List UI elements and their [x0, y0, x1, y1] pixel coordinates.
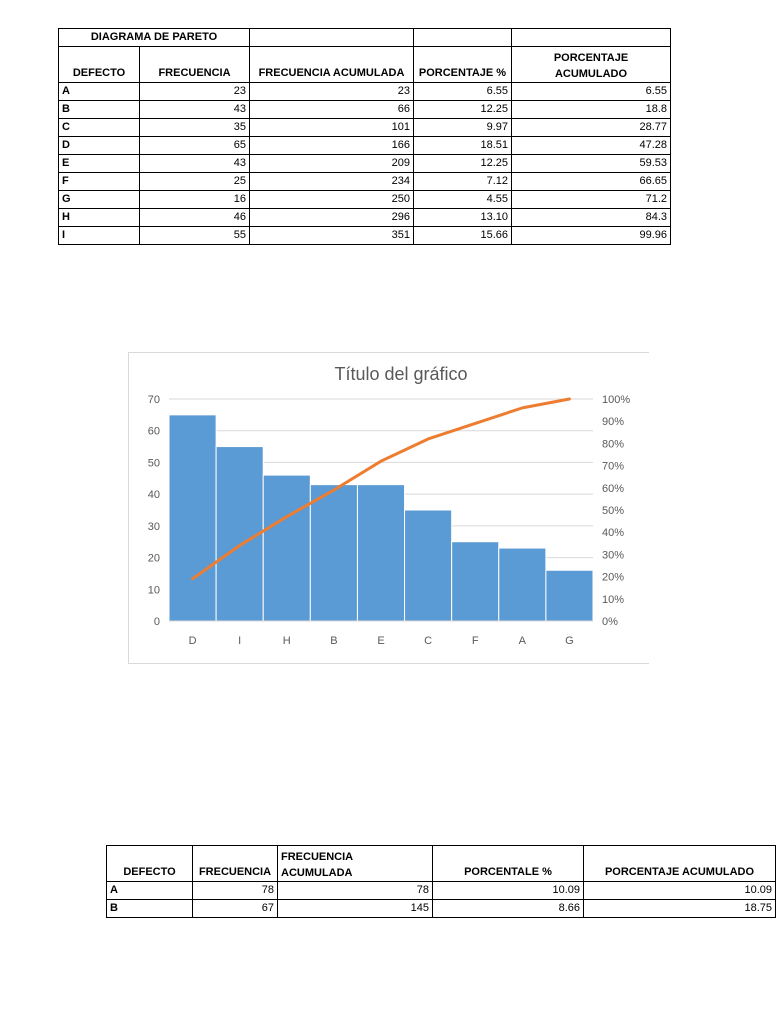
y2-tick-label: 40% [602, 527, 625, 540]
table-row [59, 191, 671, 209]
table-cell[interactable] [250, 29, 414, 47]
table-cell[interactable]: 13.10 [414, 209, 512, 227]
table-cell[interactable]: 65 [140, 137, 250, 155]
y2-tick-label: 70% [602, 460, 625, 473]
bar-C [405, 510, 452, 621]
table-row [59, 209, 671, 227]
table-cell[interactable]: 66 [250, 101, 414, 119]
table-row [59, 173, 671, 191]
bar-E [357, 485, 404, 621]
table-cell[interactable]: 59.53 [512, 155, 671, 173]
table-cell[interactable]: 43 [140, 101, 250, 119]
table-cell[interactable]: 166 [250, 137, 414, 155]
header-porcentaje-acumulado[interactable]: PORCENTAJE ACUMULADO [584, 846, 776, 882]
table-cell[interactable]: 18.8 [512, 101, 671, 119]
header-porcentaje[interactable]: PORCENTAJE % [414, 47, 512, 83]
table-cell[interactable]: 67 [193, 900, 278, 918]
table-cell[interactable]: 43 [140, 155, 250, 173]
chart-svg [129, 353, 649, 663]
bar-F [452, 542, 499, 621]
second-table [106, 845, 776, 918]
y2-tick-label: 60% [602, 482, 625, 495]
y2-tick-label: 50% [602, 505, 625, 517]
bar-G [546, 570, 593, 621]
table-title[interactable]: DIAGRAMA DE PARETO [59, 29, 250, 47]
table-header-row [59, 47, 671, 83]
table-cell[interactable]: 16 [140, 191, 250, 209]
y-tick-label: 0 [153, 616, 160, 628]
defect-label-cell[interactable]: E [59, 155, 140, 173]
x-tick-label: B [330, 635, 338, 647]
table-cell[interactable]: 18.75 [584, 900, 776, 918]
y2-tick-label: 90% [602, 416, 625, 429]
table-row [107, 900, 776, 918]
chart-title: Título del gráfico [334, 364, 468, 384]
defect-label-cell[interactable]: G [59, 191, 140, 209]
y-tick-label: 10 [147, 584, 160, 597]
header-frecuencia-acumulada[interactable]: FRECUENCIA ACUMULADA [250, 47, 414, 83]
table-cell[interactable]: 84.3 [512, 209, 671, 227]
y2-tick-label: 20% [602, 571, 625, 584]
x-tick-label: A [518, 635, 527, 647]
y2-tick-label: 10% [602, 593, 625, 606]
y2-tick-label: 100% [602, 394, 631, 406]
header-defecto[interactable]: DEFECTO [107, 846, 193, 882]
table-cell[interactable]: 15.66 [414, 227, 512, 245]
table-cell[interactable] [512, 29, 671, 47]
bar-D [169, 415, 216, 621]
x-tick-label: C [424, 635, 433, 647]
table-row [59, 137, 671, 155]
y-tick-label: 70 [147, 394, 160, 406]
x-tick-label: G [565, 635, 574, 647]
table-cell[interactable]: 78 [193, 882, 278, 900]
table-cell[interactable]: 9.97 [414, 119, 512, 137]
table-cell[interactable]: 209 [250, 155, 414, 173]
x-tick-label: I [238, 635, 242, 647]
header-defecto[interactable]: DEFECTO [59, 47, 140, 83]
table-cell[interactable]: 23 [250, 83, 414, 101]
table-cell[interactable]: 10.09 [433, 882, 584, 900]
defect-label-cell[interactable]: F [59, 173, 140, 191]
x-tick-label: H [282, 635, 291, 647]
x-tick-label: D [188, 635, 197, 647]
header-line: ACUMULADA [281, 867, 353, 879]
table-cell[interactable]: 296 [250, 209, 414, 227]
table-cell[interactable]: 55 [140, 227, 250, 245]
defect-label-cell[interactable]: B [107, 900, 193, 918]
table-cell[interactable]: 12.25 [414, 155, 512, 173]
x-tick-label: F [471, 635, 479, 647]
y-tick-label: 60 [147, 425, 160, 438]
defect-label-cell[interactable]: I [59, 227, 140, 245]
table-cell[interactable]: 145 [278, 900, 433, 918]
table-cell[interactable]: 8.66 [433, 900, 584, 918]
defect-label-cell[interactable]: A [107, 882, 193, 900]
y2-tick-label: 0% [602, 616, 618, 628]
table-cell[interactable]: 78 [278, 882, 433, 900]
table-cell[interactable]: 71.2 [512, 191, 671, 209]
table-cell[interactable]: 12.25 [414, 101, 512, 119]
table-cell[interactable]: 18.51 [414, 137, 512, 155]
table-cell[interactable]: 10.09 [584, 882, 776, 900]
header-porcentale[interactable]: PORCENTALE % [433, 846, 584, 882]
y-tick-label: 30 [147, 520, 160, 533]
header-line: ACUMULADO [554, 68, 628, 80]
x-tick-label: E [377, 635, 385, 647]
defect-label-cell[interactable]: C [59, 119, 140, 137]
table-title-row [59, 29, 671, 47]
table-row [59, 101, 671, 119]
table-cell[interactable]: 101 [250, 119, 414, 137]
y2-tick-label: 80% [602, 438, 625, 451]
y2-tick-label: 30% [602, 549, 625, 562]
table-cell[interactable]: 250 [250, 191, 414, 209]
table-row [59, 83, 671, 101]
table-row [107, 882, 776, 900]
pareto-table [58, 28, 671, 245]
table-cell[interactable]: 6.55 [414, 83, 512, 101]
table-cell[interactable] [414, 29, 512, 47]
table-cell[interactable]: 7.12 [414, 173, 512, 191]
table-cell[interactable]: 6.55 [512, 83, 671, 101]
table-cell[interactable]: 99.96 [512, 227, 671, 245]
table-cell[interactable]: 351 [250, 227, 414, 245]
table-cell[interactable]: 23 [140, 83, 250, 101]
table-cell[interactable]: 28.77 [512, 119, 671, 137]
bar-B [310, 485, 357, 621]
defect-label-cell[interactable]: B [59, 101, 140, 119]
defect-label-cell[interactable]: H [59, 209, 140, 227]
defect-label-cell[interactable]: D [59, 137, 140, 155]
bar-A [499, 548, 546, 621]
header-line: FRECUENCIA [281, 851, 354, 863]
header-frecuencia[interactable]: FRECUENCIA [140, 47, 250, 83]
table-row [59, 155, 671, 173]
table-row [59, 227, 671, 245]
y-tick-label: 40 [147, 489, 160, 502]
table-cell[interactable]: 25 [140, 173, 250, 191]
y-tick-label: 50 [147, 457, 160, 470]
header-line: PORCENTAJE [553, 52, 629, 64]
pareto-chart[interactable] [128, 352, 649, 664]
table-cell[interactable]: 46 [140, 209, 250, 227]
header-frecuencia-acumulada[interactable] [278, 846, 433, 882]
header-porcentaje-acumulado[interactable] [512, 47, 671, 83]
table-cell[interactable]: 66.65 [512, 173, 671, 191]
table-row [59, 119, 671, 137]
table-header-row [107, 846, 776, 882]
y-tick-label: 20 [147, 552, 160, 565]
bar-H [263, 475, 310, 621]
table-cell[interactable]: 234 [250, 173, 414, 191]
defect-label-cell[interactable]: A [59, 83, 140, 101]
header-frecuencia[interactable]: FRECUENCIA [193, 846, 278, 882]
table-cell[interactable]: 35 [140, 119, 250, 137]
table-cell[interactable]: 47.28 [512, 137, 671, 155]
table-cell[interactable]: 4.55 [414, 191, 512, 209]
